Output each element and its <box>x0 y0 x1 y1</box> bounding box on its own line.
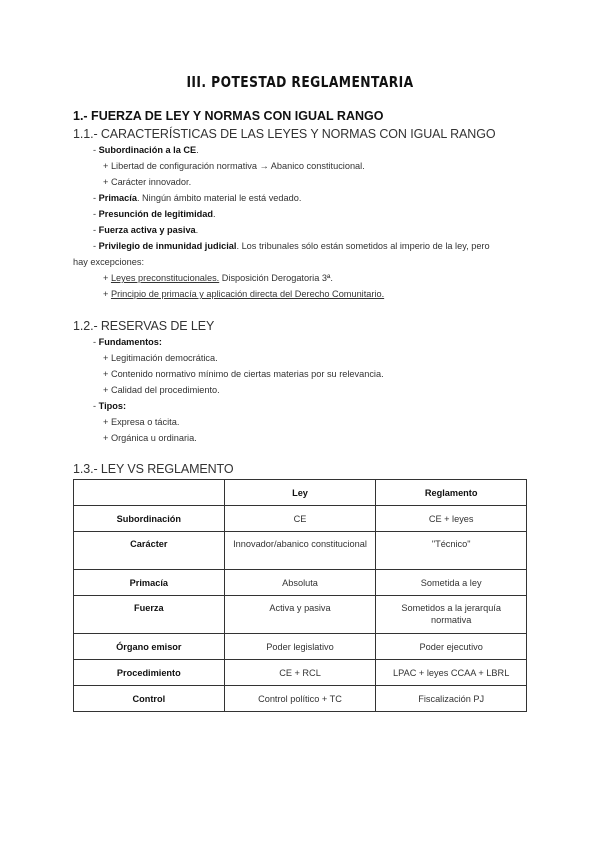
underlined-link: Principio de primacía y aplicación directa del Derecho Comunitario. <box>110 289 385 299</box>
table-row <box>74 596 527 634</box>
table-cell: CE <box>224 506 376 532</box>
table-cell: Primacía <box>74 570 225 596</box>
table-row <box>74 570 527 596</box>
table-cell: Fuerza <box>74 596 225 634</box>
list-item: + Legitimación democrática. <box>103 353 218 363</box>
table-cell: Poder ejecutivo <box>376 634 527 660</box>
table-cell: CE + RCL <box>224 660 376 686</box>
table-cell: Procedimiento <box>74 660 225 686</box>
table-cell: Carácter <box>74 532 225 570</box>
underlined-link: Leyes preconstitucionales. <box>110 273 220 283</box>
subsection-1-3-heading: 1.3.- LEY VS REGLAMENTO <box>73 462 234 476</box>
list-item: - Primacía. Ningún ámbito material le está vedado. <box>93 193 302 203</box>
list-item: + Contenido normativo mínimo de ciertas materias por su relevancia. <box>103 369 384 379</box>
table-header-row <box>74 480 527 506</box>
table-cell: Órgano emisor <box>74 634 225 660</box>
table-cell: Absoluta <box>224 570 376 596</box>
table-cell: Poder legislativo <box>224 634 376 660</box>
table-header-cell <box>74 480 225 506</box>
table-cell: Innovador/abanico constitucional <box>224 532 376 570</box>
list-item-continuation: hay excepciones: <box>73 257 144 267</box>
table-cell: LPAC + leyes CCAA + LBRL <box>376 660 527 686</box>
table-row <box>74 506 527 532</box>
comparison-table <box>73 479 527 712</box>
list-item: + Principio de primacía y aplicación directa del Derecho Comunitario. <box>103 289 385 299</box>
list-item: + Calidad del procedimiento. <box>103 385 220 395</box>
table-cell: CE + leyes <box>376 506 527 532</box>
table-cell: Sometida a ley <box>376 570 527 596</box>
list-item: + Leyes preconstitucionales. Disposición Derogatoria 3ª. <box>103 273 333 283</box>
table-row <box>74 686 527 712</box>
list-item: - Privilegio de inmunidad judicial. Los tribunales sólo están sometidos al imperio de la ley, pero <box>93 241 490 251</box>
table-header-cell: Reglamento <box>376 480 527 506</box>
list-item: - Fundamentos: <box>93 337 162 347</box>
table-cell: Control político + TC <box>224 686 376 712</box>
document-title: III. POTESTAD REGLAMENTARIA <box>186 73 414 91</box>
subsection-1-2-heading: 1.2.- RESERVAS DE LEY <box>73 319 215 333</box>
list-item: - Tipos: <box>93 401 127 411</box>
list-item: + Expresa o tácita. <box>103 417 180 427</box>
subsection-1-1-heading: 1.1.- CARACTERÍSTICAS DE LAS LEYES Y NORMAS CON IGUAL RANGO <box>73 127 496 141</box>
table-row <box>74 532 527 570</box>
section-1-heading: 1.- FUERZA DE LEY Y NORMAS CON IGUAL RANGO <box>73 109 384 123</box>
list-item: + Carácter innovador. <box>103 177 192 187</box>
table-cell: "Técnico" <box>376 532 527 570</box>
table-cell: Subordinación <box>74 506 225 532</box>
table-cell: Activa y pasiva <box>224 596 376 634</box>
list-item: - Presunción de legitimidad. <box>93 209 216 219</box>
table-row <box>74 634 527 660</box>
list-item: - Fuerza activa y pasiva. <box>93 225 199 235</box>
list-item: + Libertad de configuración normativa → Abanico constitucional. <box>103 161 365 171</box>
table-row <box>74 660 527 686</box>
list-item: - Subordinación a la CE. <box>93 145 199 155</box>
list-item: + Orgánica u ordinaria. <box>103 433 197 443</box>
table-cell: Control <box>74 686 225 712</box>
table-cell: Fiscalización PJ <box>376 686 527 712</box>
table-header-cell: Ley <box>224 480 376 506</box>
table-cell: Sometidos a la jerarquía normativa <box>376 596 527 634</box>
